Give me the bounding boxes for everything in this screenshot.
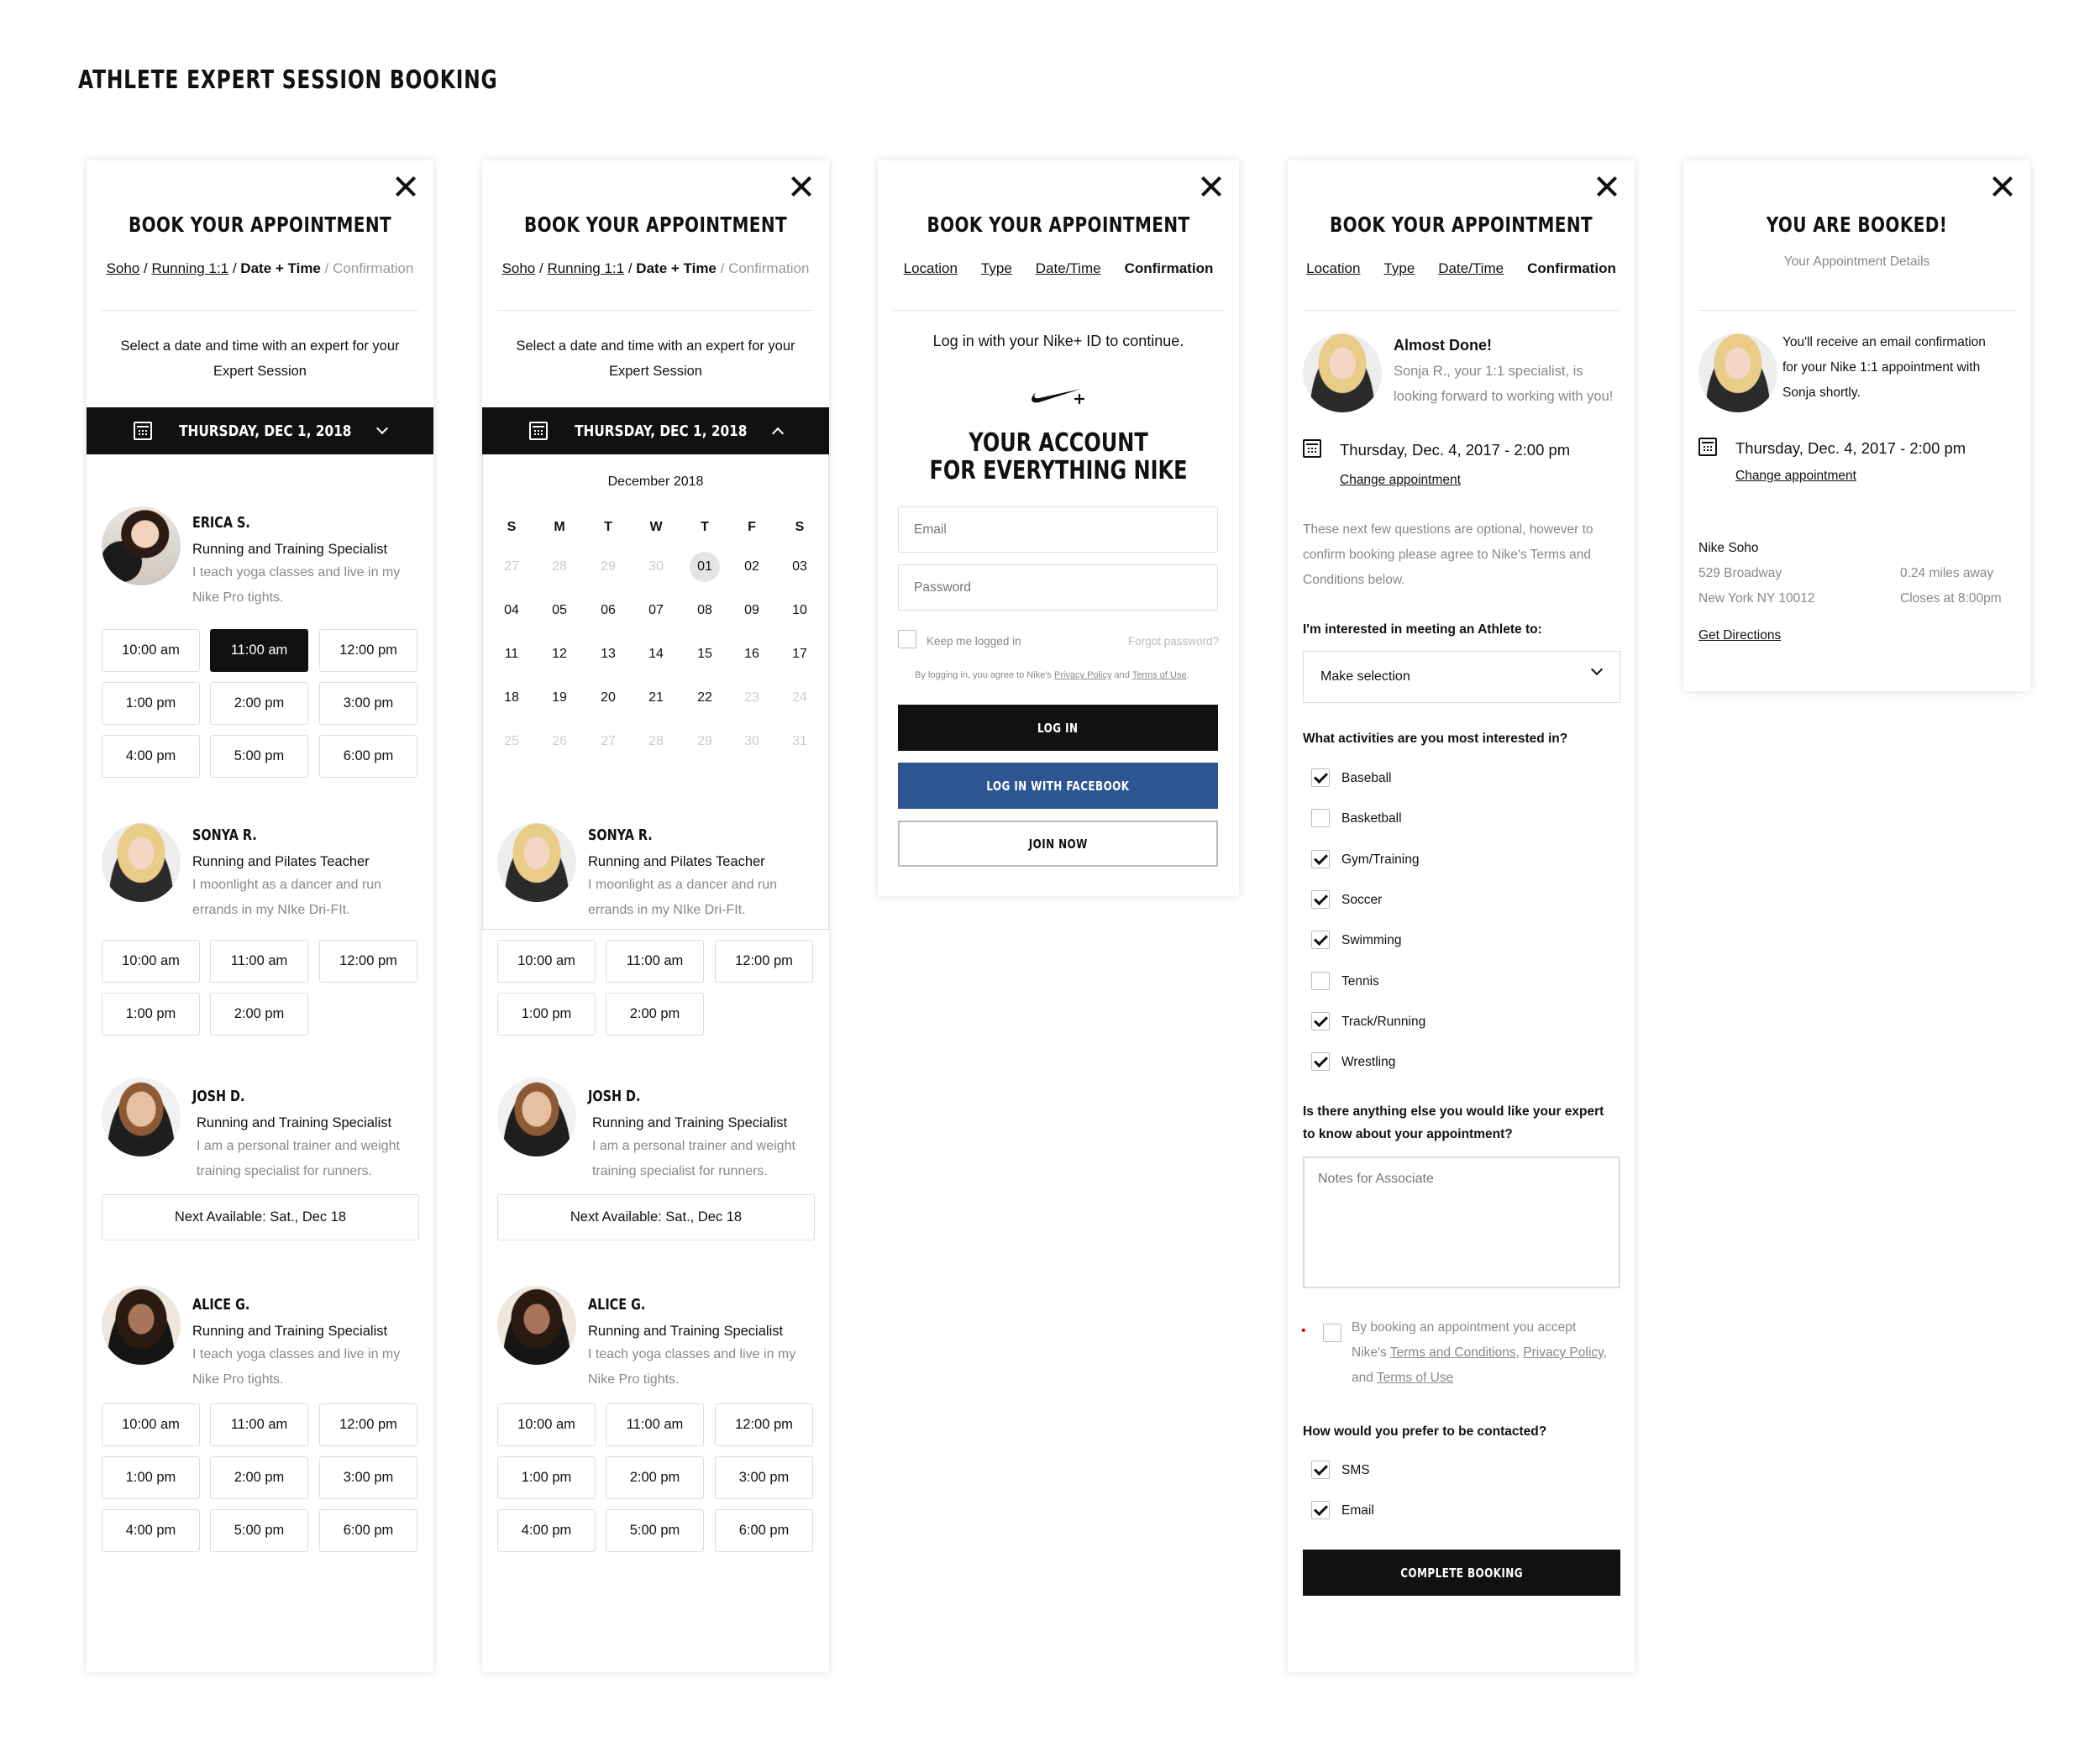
calendar-day[interactable]: 03 [792,559,807,574]
step-type[interactable]: Type [980,260,1012,276]
calendar-day[interactable]: 10 [792,603,807,617]
expert-bio [592,1134,819,1184]
time-slot-button[interactable]: 11:00 am [210,629,308,672]
avatar [1698,333,1777,412]
breadcrumb-location[interactable]: Soho [501,260,536,276]
activity-label: Swimming [1341,933,1402,948]
intro-text [482,333,829,384]
calendar-weekday: T [701,520,709,534]
calendar-day[interactable]: 02 [744,559,759,574]
time-slot-button[interactable]: 12:00 pm [319,629,417,672]
time-slot-button[interactable]: 12:00 pm [715,940,813,983]
time-slot-button[interactable]: 3:00 pm [319,1456,417,1499]
expert-name: JOSH D. [588,1088,641,1105]
join-now-button[interactable] [898,821,1218,867]
date-label: THURSDAY, DEC 1, 2018 [574,422,748,440]
bio-line: I am a personal trainer and weight [592,1139,795,1153]
avatar [1303,333,1382,412]
avatar [102,1078,181,1156]
step-location[interactable]: Location [903,260,958,276]
time-slot-button[interactable]: 2:00 pm [210,993,308,1036]
bio-line: I teach yoga classes and live in my [192,565,401,580]
time-slot-button[interactable]: 4:00 pm [102,735,200,778]
complete-booking-label: COMPLETE BOOKING [1400,1565,1523,1581]
expert-name: ALICE G. [192,1296,250,1314]
activity-checkbox[interactable] [1311,1052,1330,1071]
nike-plus-icon [1027,384,1089,409]
time-slot-button[interactable]: 11:00 am [606,940,704,983]
close-icon[interactable] [1988,172,2017,201]
time-slot-button[interactable]: 5:00 pm [606,1509,704,1552]
calendar-day[interactable]: 20 [601,690,616,705]
breadcrumb-location[interactable]: Soho [106,260,140,276]
athlete-select[interactable] [1303,651,1620,703]
agree-text [1352,1371,1453,1386]
calendar-weekday: W [649,520,663,534]
calendar-day[interactable]: 26 [552,734,567,748]
time-slot-button[interactable]: 6:00 pm [319,1509,417,1552]
time-slot-button[interactable]: 4:00 pm [497,1509,596,1552]
keep-logged-in-checkbox[interactable] [898,630,916,648]
terms-of-use-link[interactable]: Terms of Use [1376,1371,1454,1385]
expert-role: Running and Training Specialist [192,542,388,557]
login-legal [915,670,1189,680]
store-distance: 0.24 miles away [1900,566,1994,580]
change-appointment-link[interactable]: Change appointment [1340,473,1461,487]
time-slot-button[interactable]: 5:00 pm [210,735,308,778]
appointment-time: Thursday, Dec. 4, 2017 - 2:00 pm [1735,439,1966,457]
panel-title: BOOK YOUR APPOINTMENT [523,212,788,237]
calendar-day[interactable]: 14 [648,647,664,661]
time-slot-button[interactable]: 1:00 pm [102,993,200,1036]
store-address: 529 Broadway [1698,566,1782,580]
panel-booked [1683,160,2030,691]
divider [893,310,1224,311]
chevron-down-icon [376,422,388,434]
panel-login [878,160,1239,896]
calendar-day[interactable]: 07 [648,603,664,617]
calendar-day[interactable]: 01 [690,552,720,582]
calendar-day[interactable]: 21 [648,690,664,705]
store-hours: Closes at 8:00pm [1900,591,2002,606]
booked-message: for your Nike 1:1 appointment with [1782,360,1981,375]
activity-checkbox[interactable] [1311,931,1330,949]
time-slot-button[interactable]: 6:00 pm [319,735,417,778]
time-slot-button[interactable]: 2:00 pm [606,993,704,1036]
activity-label: Tennis [1341,973,1379,989]
activity-label: Wrestling [1341,1055,1396,1070]
calendar-day[interactable]: 18 [504,690,519,705]
appointment-time: Thursday, Dec. 4, 2017 - 2:00 pm [1340,441,1571,459]
step-type[interactable]: Type [1383,260,1415,276]
calendar-day[interactable]: 17 [792,647,807,661]
expert-role: Running and Training Specialist [588,1324,784,1339]
required-indicator: • [1301,1324,1306,1338]
time-slot-button[interactable]: 10:00 am [102,940,200,983]
breadcrumb-date: Date + Time [240,260,321,276]
calendar-day[interactable]: 25 [504,734,519,748]
divider [1698,310,2015,311]
time-slot-button[interactable]: 6:00 pm [715,1509,813,1552]
legal-text: . [1186,670,1189,680]
panel-title: BOOK YOUR APPOINTMENT [927,212,1190,237]
activity-checkbox[interactable] [1311,768,1330,787]
breadcrumb [87,260,433,277]
agree-text: By booking an appointment you accept [1352,1320,1577,1335]
close-icon[interactable] [1197,172,1226,201]
bio-line: training specialist for runners. [197,1164,372,1178]
agree-text-part: and [1352,1371,1377,1385]
agree-text-part: Nike's [1352,1345,1390,1360]
contact-checkbox[interactable] [1311,1461,1330,1479]
calendar-day[interactable]: 24 [792,690,807,705]
activity-checkbox[interactable] [1311,809,1330,827]
avatar [102,823,181,902]
time-slot-button[interactable]: 3:00 pm [319,682,417,725]
close-icon[interactable] [391,172,420,201]
breadcrumb-sep: / [228,260,241,276]
terms-conditions-link[interactable]: Terms and Conditions [1389,1345,1516,1360]
headline-line: FOR EVERYTHING NIKE [929,456,1188,485]
date-picker-toggle[interactable] [87,407,433,454]
calendar-weekday: S [507,520,517,534]
time-slot-button[interactable]: 2:00 pm [210,682,308,725]
page-title: ATHLETE EXPERT SESSION BOOKING [78,66,498,95]
time-slot-button[interactable]: 12:00 pm [319,940,417,983]
next-available-button[interactable]: Next Available: Sat., Dec 18 [497,1194,815,1240]
expert-bio [192,1342,419,1392]
calendar-day[interactable]: 28 [552,559,567,574]
expert-name: ALICE G. [588,1296,646,1314]
panel-confirmation [1288,160,1635,1672]
contact-label: SMS [1341,1463,1370,1477]
expert-role: Running and Pilates Teacher [588,854,765,869]
time-slot-button[interactable]: 10:00 am [497,940,596,983]
calendar-day[interactable]: 27 [504,559,519,574]
step-datetime[interactable]: Date/Time [1035,260,1101,276]
athlete-question: I'm interested in meeting an Athlete to: [1303,622,1542,637]
expert-role: Running and Training Specialist [197,1115,392,1130]
calendar-day[interactable]: 11 [504,647,519,661]
bio-line: I teach yoga classes and live in my [588,1347,796,1361]
expert-bio [588,1342,815,1392]
calendar-weekday: F [748,520,756,534]
calendar-day[interactable]: 27 [601,734,616,748]
activity-checkbox[interactable] [1311,972,1330,990]
legal-text: By logging in, you agree to Nike's [915,670,1054,680]
optional-text: confirm booking please agree to Nike's Terms and [1303,548,1591,562]
time-slot-button[interactable]: 10:00 am [102,629,200,672]
time-slot-button[interactable]: 1:00 pm [102,1456,200,1499]
contact-checkbox[interactable] [1311,1501,1330,1519]
notes-question: to know about your appointment? [1303,1127,1513,1141]
breadcrumb-sep: / [716,260,729,276]
panel-date-time [87,160,433,1672]
expert-role: Running and Pilates Teacher [192,854,370,869]
bio-line: I am a personal trainer and weight [197,1139,400,1153]
intro-text [87,333,433,384]
avatar [497,1286,576,1365]
agree-text [1352,1345,1607,1361]
get-directions-link[interactable]: Get Directions [1698,628,1782,642]
divider [497,310,814,311]
intro-line: Expert Session [609,364,702,379]
keep-logged-in-label: Keep me logged in [927,635,1021,648]
bio-line: I moonlight as a dancer and run [192,878,382,892]
account-headline [914,429,1203,485]
calendar-weekday: S [795,520,805,534]
complete-booking-button[interactable] [1303,1550,1620,1596]
login-button-label: LOG IN [1037,720,1079,736]
panel-title: BOOK YOUR APPOINTMENT [1329,212,1593,237]
bio-line: Nike Pro tights. [588,1372,680,1387]
calendar-day[interactable]: 04 [504,603,519,617]
change-appointment-link[interactable]: Change appointment [1735,469,1856,483]
terms-of-use-link[interactable]: Terms of Use [1131,670,1187,680]
breadcrumb-date: Date + Time [636,260,717,276]
expert-role: Running and Training Specialist [592,1115,788,1130]
time-slot-button[interactable]: 11:00 am [210,940,308,983]
booked-message: Sonja shortly. [1782,385,1861,400]
calendar-day[interactable]: 30 [648,559,664,574]
panel-title: YOU ARE BOOKED! [1766,212,1948,237]
notes-question: Is there anything else you would like your expert [1303,1104,1604,1119]
intro-line: Select a date and time with an expert for your [120,338,400,354]
activity-label: Baseball [1341,771,1392,785]
intro-line: Expert Session [213,364,307,379]
step-datetime[interactable]: Date/Time [1438,260,1504,276]
avatar [102,506,181,585]
breadcrumb-type[interactable]: Running 1:1 [547,260,625,276]
facebook-login-button[interactable] [898,763,1218,809]
bio-line: I moonlight as a dancer and run [588,878,778,892]
next-available-button[interactable]: Next Available: Sat., Dec 18 [102,1194,419,1240]
expert-bio [197,1134,423,1184]
bio-line: training specialist for runners. [592,1164,768,1178]
breadcrumb [482,260,829,277]
optional-text: These next few questions are optional, however to [1303,522,1593,537]
calendar-icon [134,422,152,440]
close-icon[interactable] [1593,172,1621,201]
expert-bio [192,560,419,611]
calendar-icon [1698,438,1717,456]
privacy-policy-link[interactable]: Privacy Policy [1053,670,1112,680]
activity-checkbox[interactable] [1311,850,1330,868]
contact-label: Email [1341,1503,1374,1518]
step-location[interactable]: Location [1306,260,1361,276]
headline-line: YOUR ACCOUNT [969,428,1148,458]
time-slot-button[interactable]: 11:00 am [606,1403,704,1446]
time-slot-button[interactable]: 1:00 pm [497,993,596,1036]
calendar-day[interactable]: 22 [697,690,712,705]
avatar [497,1078,576,1156]
email-field[interactable] [898,506,1218,553]
almost-done-text: looking forward to working with you! [1394,389,1614,404]
expert-bio [192,873,419,923]
forgot-password-link[interactable]: Forgot password? [1127,635,1219,648]
calendar-day[interactable]: 31 [792,734,807,748]
breadcrumb-sep: / [320,260,333,276]
calendar-day[interactable]: 16 [744,647,759,661]
calendar-month: December 2018 [607,475,704,489]
time-slot-button[interactable]: 12:00 pm [715,1403,813,1446]
breadcrumb-sep: / [535,260,548,276]
time-slot-button[interactable]: 11:00 am [210,1403,308,1446]
agree-text-part: , [1515,1345,1524,1360]
privacy-policy-link[interactable]: Privacy Policy [1523,1345,1604,1360]
panel-date-time-calendar [482,160,829,1672]
calendar-icon [529,422,548,440]
chevron-down-icon [1591,663,1603,675]
legal-text: and [1111,670,1132,680]
almost-done-text: Sonja R., your 1:1 specialist, is [1394,364,1583,379]
activity-label: Basketball [1341,811,1402,826]
calendar-icon [1303,439,1321,458]
avatar [102,1286,181,1365]
expert-bio [588,873,815,923]
avatar [497,823,576,902]
calendar-day[interactable]: 19 [552,690,567,705]
step-nav [1288,260,1635,277]
store-name: Nike Soho [1698,541,1759,555]
booked-subtitle: Your Appointment Details [1783,254,1930,269]
time-slot-button[interactable]: 1:00 pm [102,682,200,725]
booked-message: You'll receive an email confirmation [1782,335,1986,349]
divider [102,310,418,311]
join-button-label: JOIN NOW [1028,836,1088,852]
chevron-up-icon [772,427,784,439]
calendar-day[interactable]: 12 [552,647,567,661]
calendar-day[interactable]: 08 [697,603,712,617]
password-field[interactable] [898,564,1218,611]
activity-label: Track/Running [1341,1014,1426,1029]
calendar-day[interactable]: 30 [744,734,759,748]
calendar-weekday: T [604,520,612,534]
select-value: Make selection [1320,669,1410,684]
calendar-day[interactable]: 13 [601,647,616,661]
date-label: THURSDAY, DEC 1, 2018 [178,422,352,440]
step-confirmation: Confirmation [1527,260,1616,276]
time-slot-button[interactable]: 10:00 am [497,1403,596,1446]
activity-label: Gym/Training [1341,852,1420,867]
calendar-day[interactable]: 29 [697,734,712,748]
bio-line: I teach yoga classes and live in my [192,1347,401,1361]
time-slot-button[interactable]: 1:00 pm [497,1456,596,1499]
almost-done-heading: Almost Done! [1394,337,1492,354]
breadcrumb-type[interactable]: Running 1:1 [151,260,229,276]
time-slot-button[interactable]: 3:00 pm [715,1456,813,1499]
panel-title: BOOK YOUR APPOINTMENT [128,212,392,237]
optional-text: Conditions below. [1303,573,1405,587]
activities-question: What activities are you most interested in? [1303,732,1568,746]
time-slot-button[interactable]: 12:00 pm [319,1403,417,1446]
store-address: New York NY 10012 [1698,591,1815,606]
time-slot-button[interactable]: 2:00 pm [606,1456,704,1499]
breadcrumb-sep: / [139,260,152,276]
activity-checkbox[interactable] [1311,1012,1330,1031]
calendar-day[interactable]: 09 [744,603,759,617]
activity-checkbox[interactable] [1311,890,1330,909]
agree-text-part: , [1603,1345,1607,1360]
bio-line: Nike Pro tights. [192,590,284,605]
calendar-day[interactable]: 05 [552,603,567,617]
expert-name: SONYA R. [192,826,257,844]
activity-label: Soccer [1341,892,1383,907]
bio-line: errands in my NIke Dri-FIt. [588,903,746,917]
login-message: Log in with your Nike+ ID to continue. [932,333,1184,349]
facebook-button-label: LOG IN WITH FACEBOOK [986,778,1130,794]
breadcrumb-confirmation: Confirmation [333,260,414,276]
expert-name: JOSH D. [192,1088,245,1105]
time-slot-button[interactable]: 5:00 pm [210,1509,308,1552]
notes-textarea[interactable] [1303,1156,1620,1288]
bio-line: Nike Pro tights. [192,1372,284,1387]
step-confirmation: Confirmation [1124,260,1214,276]
time-slot-button[interactable]: 2:00 pm [210,1456,308,1499]
step-nav [878,260,1239,277]
calendar-day[interactable]: 06 [601,603,616,617]
date-picker-toggle[interactable] [482,407,829,454]
expert-name: SONYA R. [588,826,653,844]
calendar-day[interactable]: 29 [601,559,616,574]
calendar-day[interactable]: 28 [648,734,664,748]
contact-question: How would you prefer to be contacted? [1303,1424,1547,1439]
login-button[interactable] [898,705,1218,751]
bio-line: errands in my NIke Dri-FIt. [192,903,350,917]
calendar-day[interactable]: 23 [744,690,759,705]
time-slot-button[interactable]: 4:00 pm [102,1509,200,1552]
breadcrumb-confirmation: Confirmation [728,260,810,276]
intro-line: Select a date and time with an expert for your [516,338,795,354]
breadcrumb-sep: / [624,260,637,276]
agree-terms-checkbox[interactable] [1323,1324,1341,1342]
calendar-weekday: M [554,520,565,534]
expert-role: Running and Training Specialist [192,1324,388,1339]
time-slot-button[interactable]: 10:00 am [102,1403,200,1446]
calendar-day[interactable]: 15 [697,647,712,661]
divider [1303,310,1620,311]
close-icon[interactable] [787,172,816,201]
expert-name: ERICA S. [192,514,250,532]
